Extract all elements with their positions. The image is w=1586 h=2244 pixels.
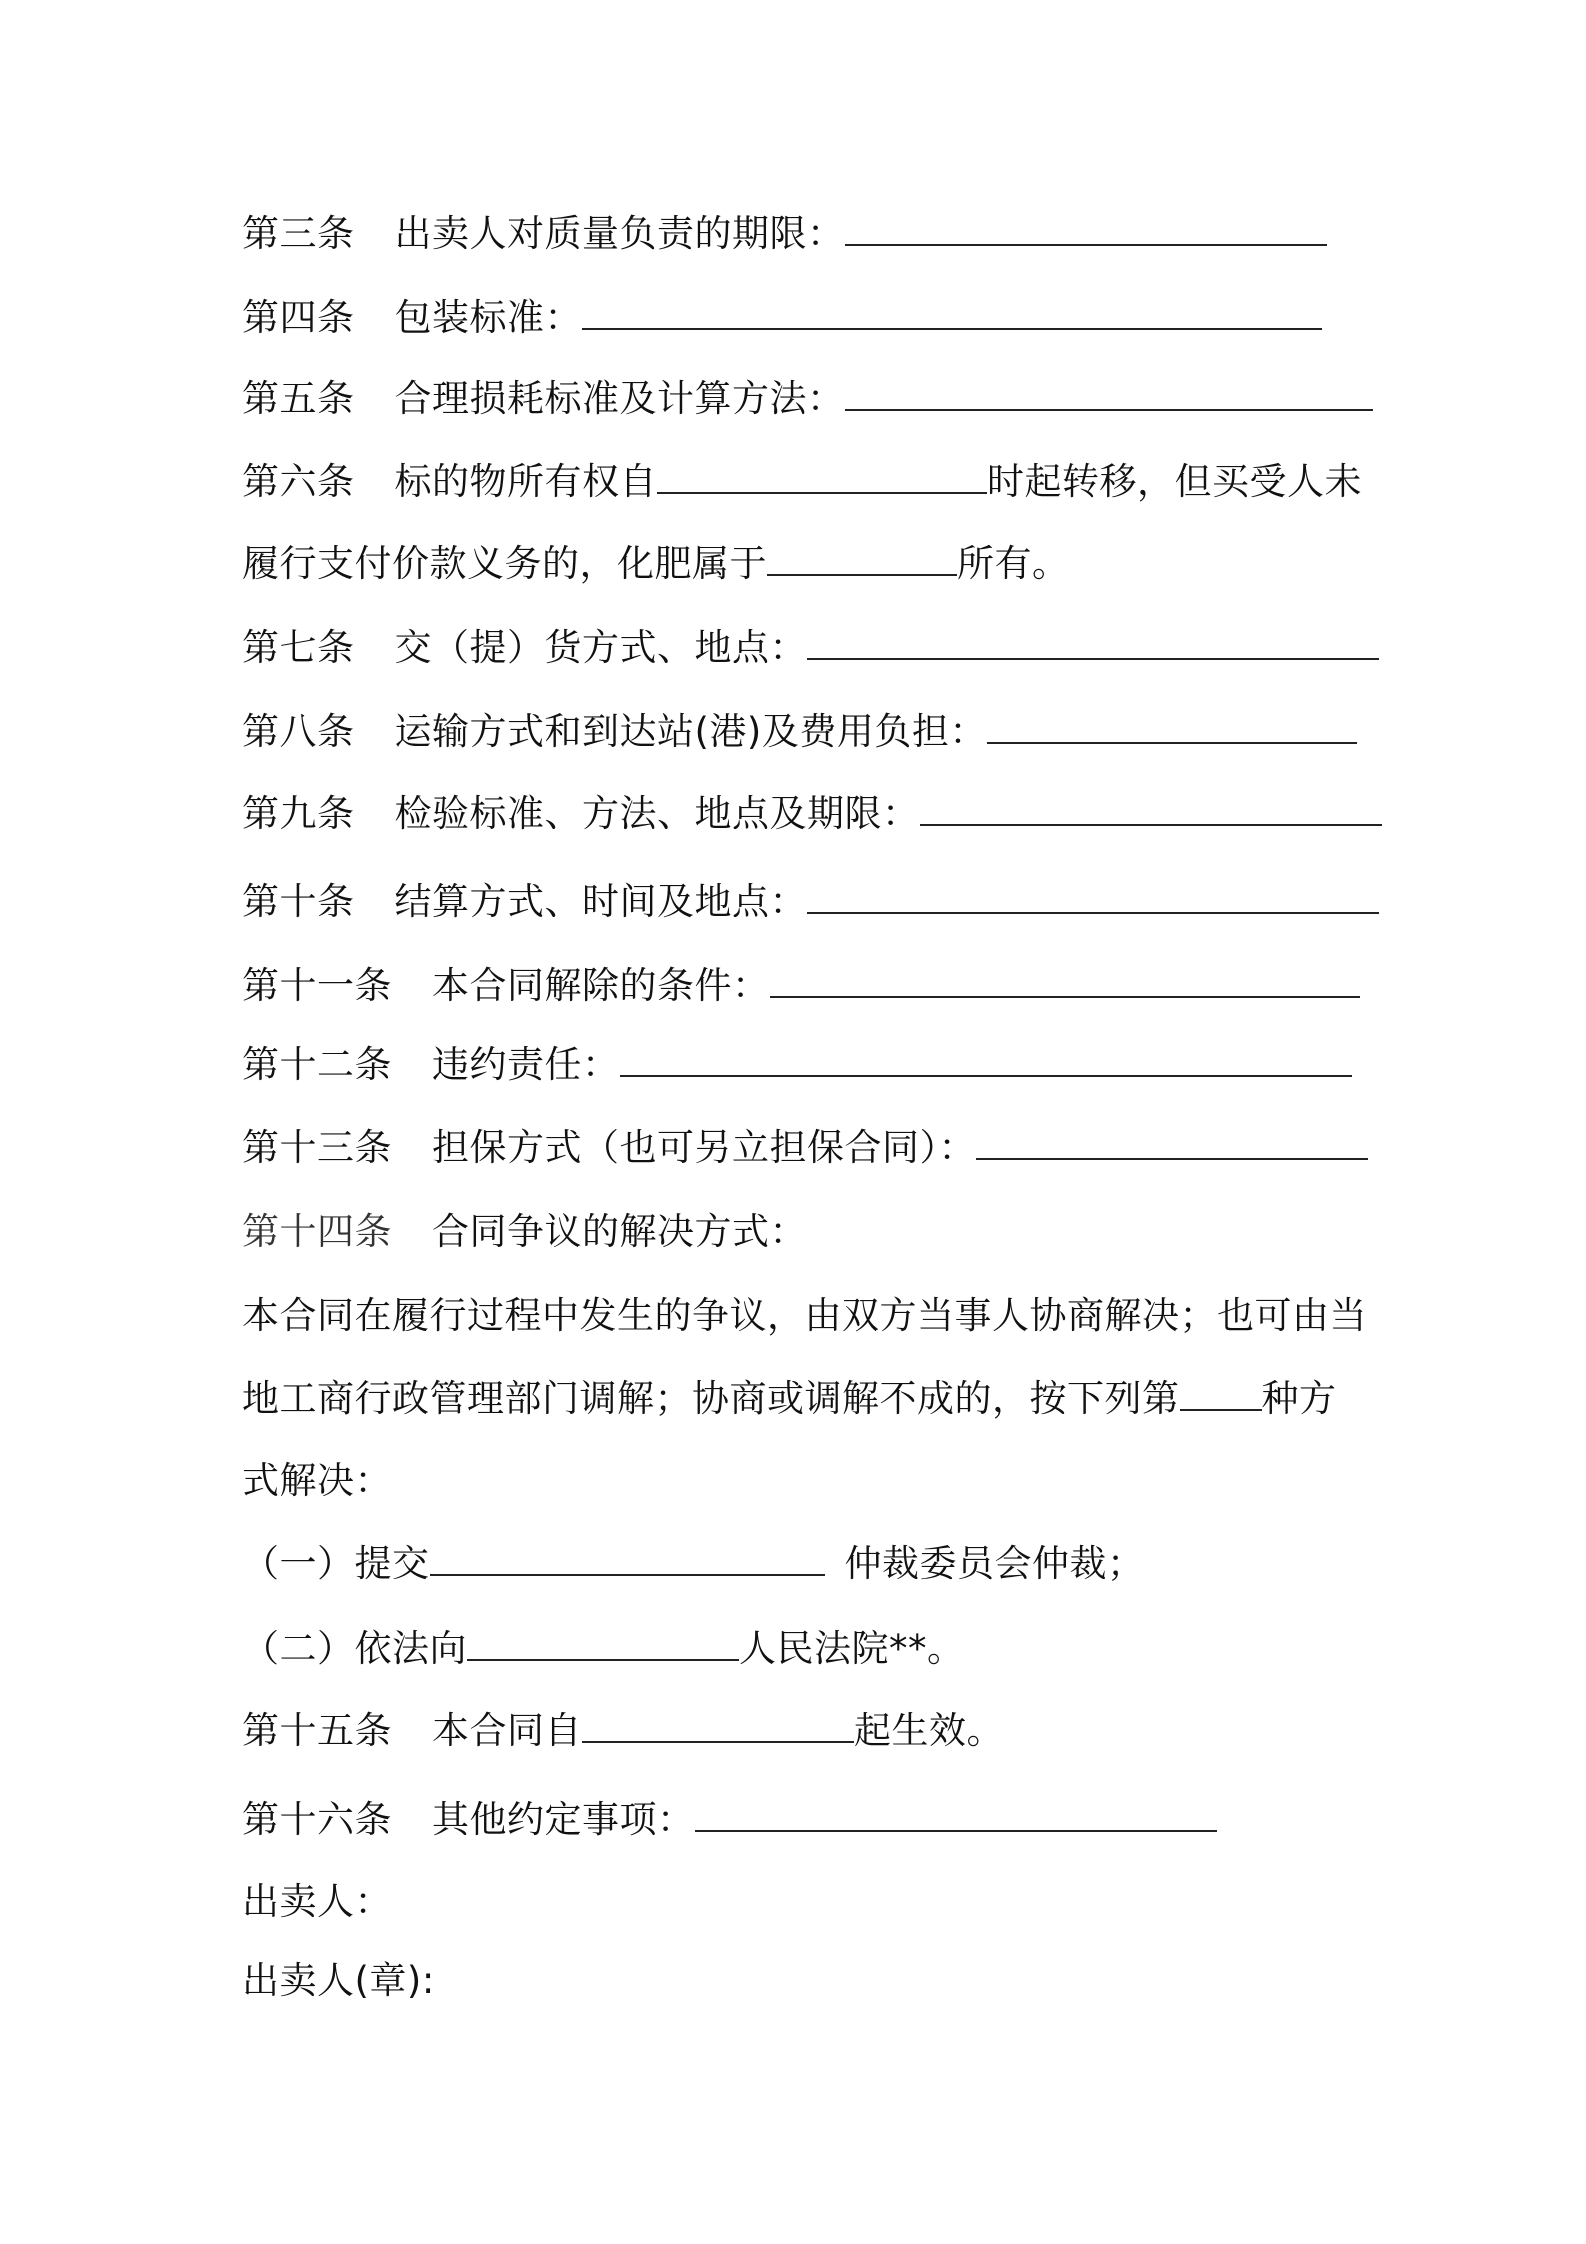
fill-blank[interactable]	[770, 960, 1360, 998]
article-5: 第五条 合理损耗标准及计算方法：	[242, 373, 1354, 425]
fill-blank[interactable]	[467, 1623, 739, 1661]
fill-blank[interactable]	[695, 1794, 1217, 1832]
fill-blank[interactable]	[620, 1039, 1352, 1077]
fill-blank[interactable]	[845, 208, 1327, 246]
article-6-continued: 履行支付价款义务的，化肥属于 所有。	[242, 538, 1354, 590]
option-1: （一）提交 仲裁委员会仲裁；	[242, 1538, 1354, 1590]
article-6: 第六条 标的物所有权自 时起转移，但买受人未	[242, 456, 1354, 508]
article-9: 第九条 检验标准、方法、地点及期限：	[242, 788, 1354, 840]
article-16: 第十六条 其他约定事项：	[242, 1794, 1354, 1846]
fill-blank[interactable]	[807, 876, 1379, 914]
article-4: 第四条 包装标准：	[242, 292, 1354, 344]
fill-blank[interactable]	[430, 1538, 825, 1576]
article-8: 第八条 运输方式和到达站(港)及费用负担：	[242, 706, 1354, 758]
article-3: 第三条 出卖人对质量负责的期限：	[242, 208, 1354, 260]
option-2: （二）依法向 人民法院**。	[242, 1623, 1354, 1675]
fill-blank[interactable]	[807, 622, 1379, 660]
fill-blank[interactable]	[582, 292, 1322, 330]
seller-label: 出卖人：	[242, 1880, 392, 1923]
fill-blank[interactable]	[845, 373, 1373, 411]
article-14-para-3: 式解决：	[242, 1459, 392, 1502]
article-label: 第三条	[242, 212, 355, 255]
article-13: 第十三条 担保方式（也可另立担保合同）：	[242, 1122, 1354, 1174]
article-12: 第十二条 违约责任：	[242, 1039, 1354, 1091]
fill-blank[interactable]	[657, 456, 987, 494]
article-14-para-1: 本合同在履行过程中发生的争议，由双方当事人协商解决；也可由当	[242, 1294, 1367, 1337]
article-10: 第十条 结算方式、时间及地点：	[242, 876, 1354, 928]
fill-blank[interactable]	[1180, 1373, 1262, 1411]
fill-blank[interactable]	[976, 1122, 1368, 1160]
article-7: 第七条 交（提）货方式、地点：	[242, 622, 1354, 674]
article-11: 第十一条 本合同解除的条件：	[242, 960, 1354, 1012]
article-14: 第十四条 合同争议的解决方式：	[242, 1210, 807, 1253]
seller-seal-label: 出卖人(章):	[242, 1959, 435, 2002]
fill-blank[interactable]	[920, 788, 1382, 826]
article-15: 第十五条 本合同自 起生效。	[242, 1705, 1354, 1757]
fill-blank[interactable]	[767, 538, 957, 576]
fill-blank[interactable]	[582, 1705, 854, 1743]
fill-blank[interactable]	[987, 706, 1357, 744]
article-14-para-2: 地工商行政管理部门调解；协商或调解不成的，按下列第 种方	[242, 1373, 1354, 1425]
